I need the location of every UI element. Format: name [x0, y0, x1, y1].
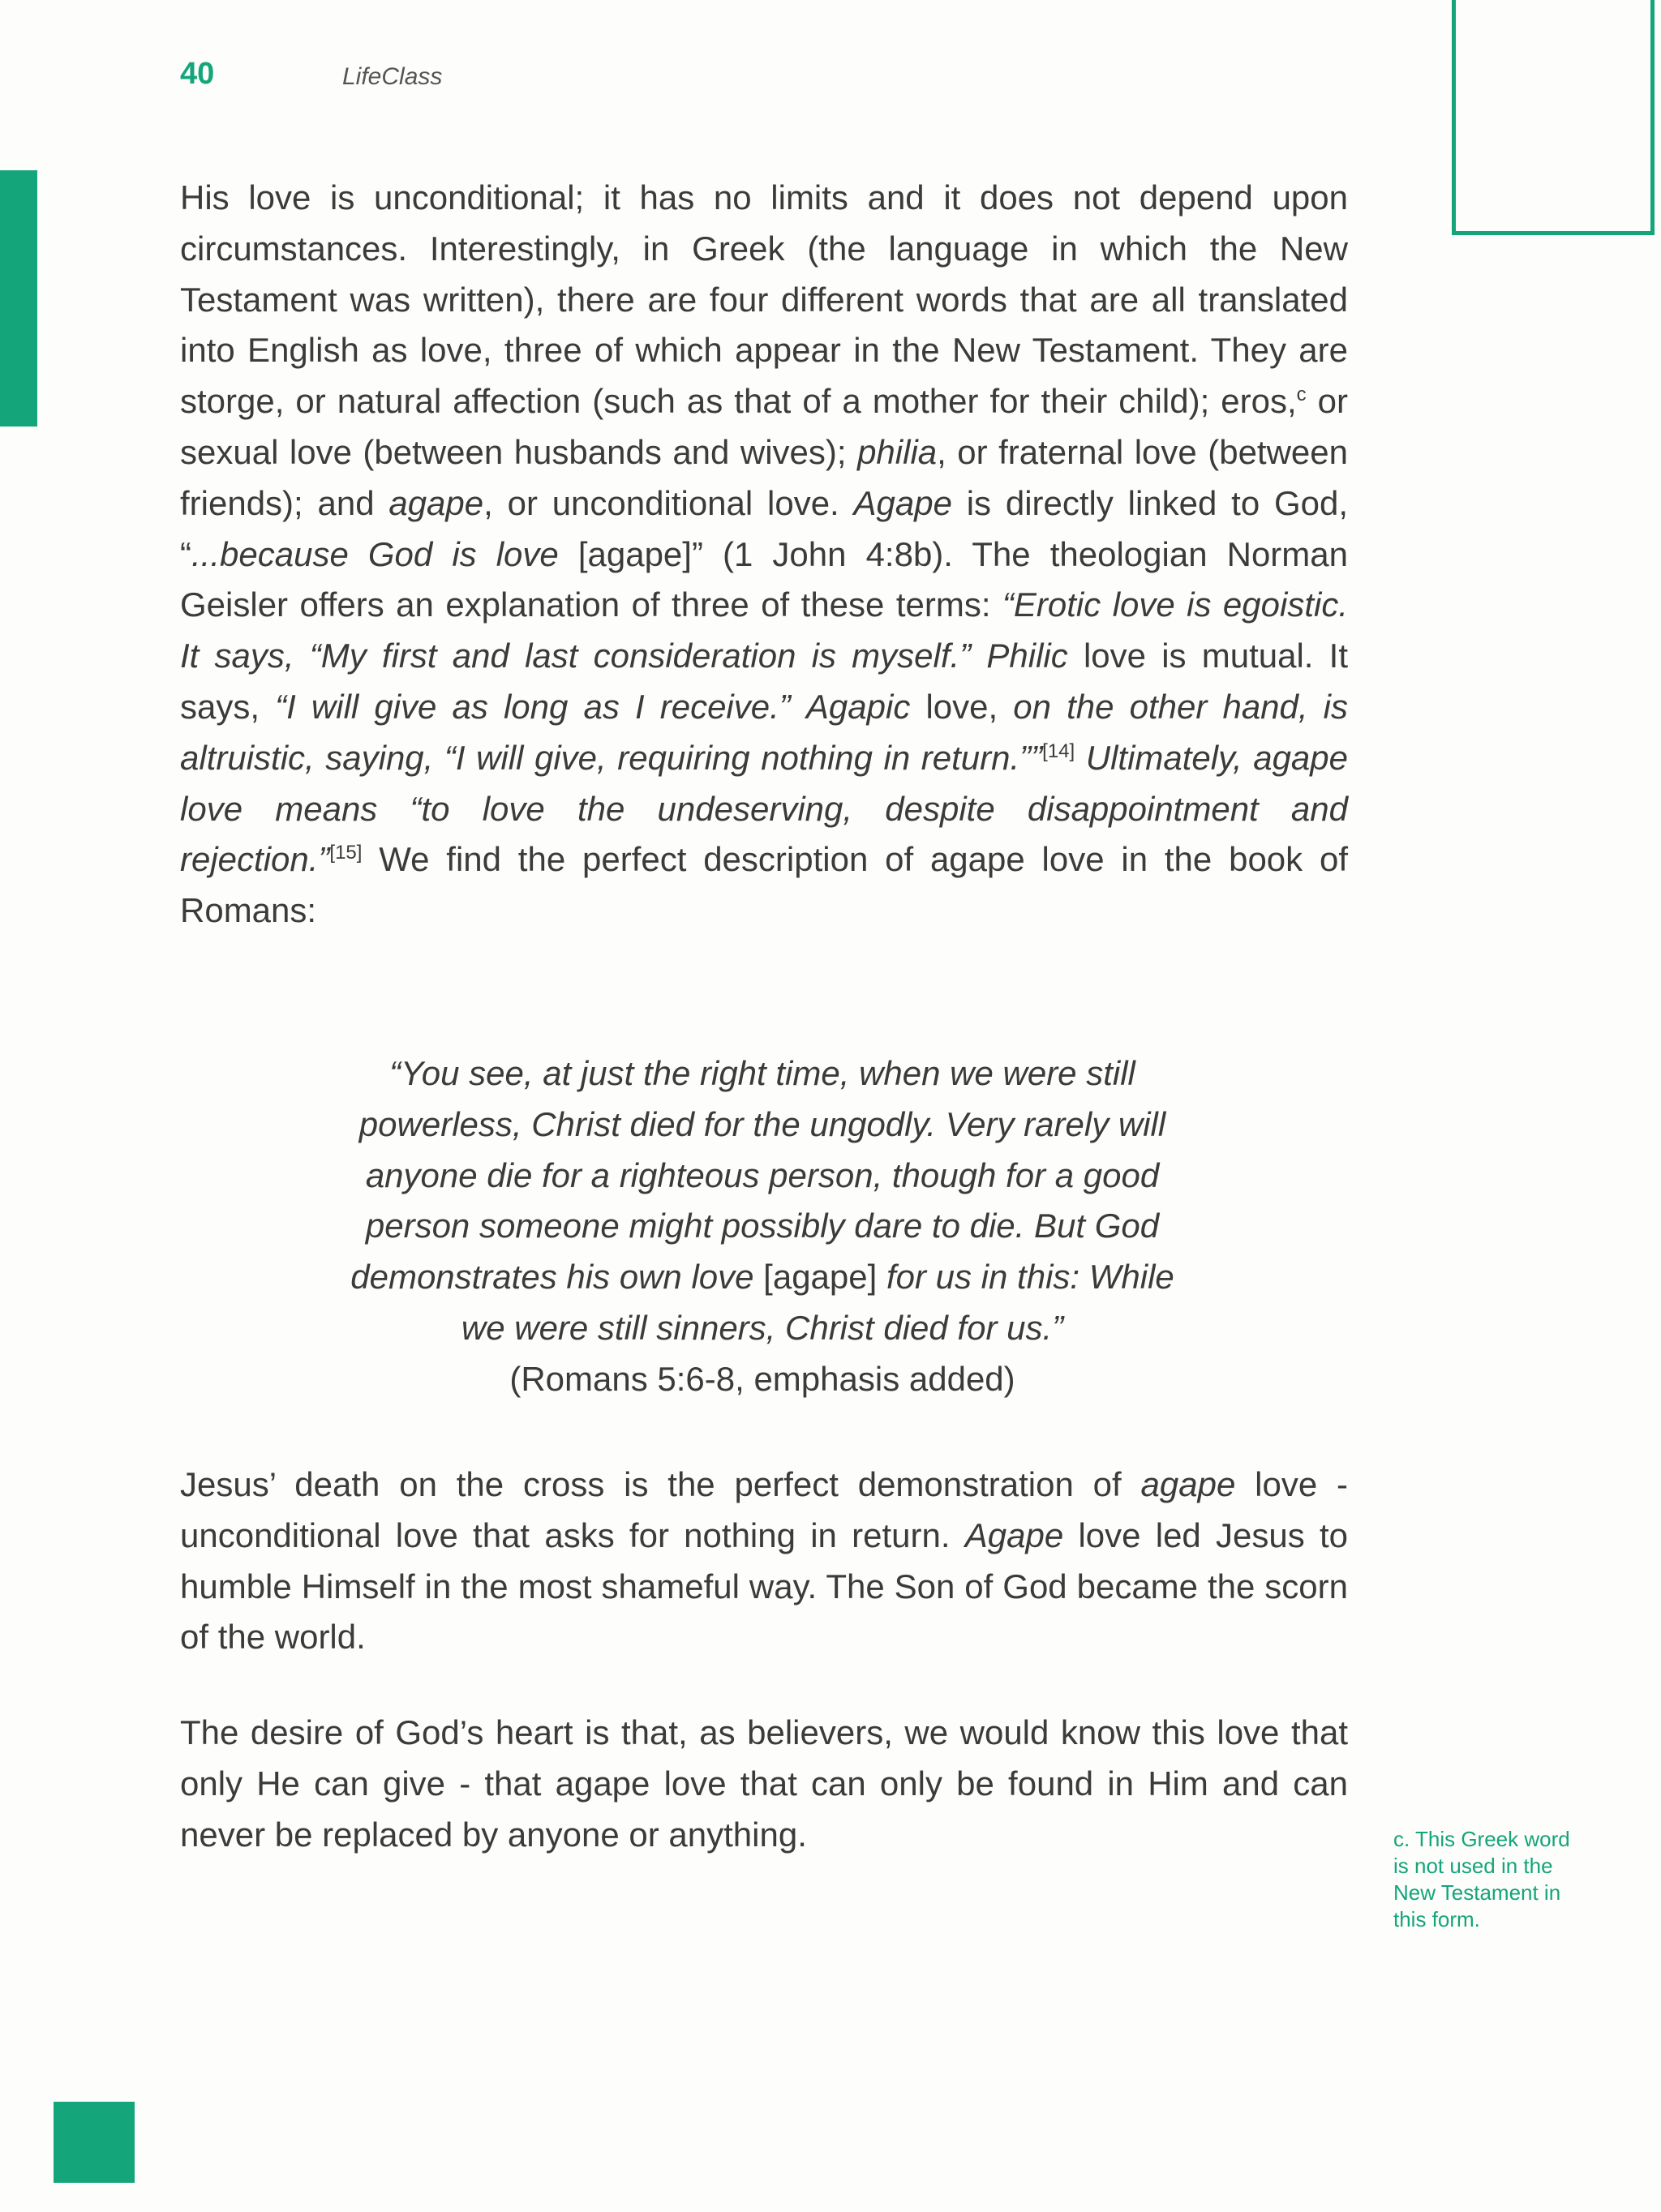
text-run: [agape]” (1 John 4:8b). The theologian Norman Geisler offers an explanation of three of these terms: [180, 534, 1348, 624]
text-run [1075, 739, 1086, 777]
text-run: love, [910, 687, 1014, 726]
reference-marker: [15] [329, 842, 363, 864]
text-run [791, 688, 806, 726]
term-agape: agape [388, 483, 484, 522]
page-number: 40 [180, 57, 215, 91]
text-run: Jesus’ death on the cross is the perfect demonstration of [180, 1465, 1141, 1503]
text-run: love led Jesus to humble Himself in the most shameful way. The Son of God became the scorn of the world. [180, 1515, 1348, 1657]
geisler-quote: “I will give as long as I receive.” [275, 687, 791, 726]
geisler-quote: “Erotic love is egoistic. It says, “My first and last consideration is myself.” [180, 585, 1349, 675]
term-agape: agape [1140, 1465, 1236, 1503]
text-run: His love is unconditional; it has no limits and it does not depend upon circumstances. Interestingly, in Greek (the language in which the New Testament was written), there are four different words that are all translated into English as love, three of which appear in the New Testament. They are storge, or natural affection (such as that of a mother for their child); eros, [180, 178, 1348, 421]
term-agapic: Agapic [805, 687, 911, 726]
paragraph-cross [180, 1460, 1348, 1663]
quote-citation: (Romans 5:6-8, emphasis added) [509, 1359, 1015, 1398]
left-accent-bar [0, 170, 37, 427]
margin-footnote: c. This Greek word is not used in the New Testament in this form. [1393, 1827, 1570, 1931]
quote-line: we were still sinners, Christ died for us.” [461, 1308, 1064, 1347]
text-run: , or unconditional love. [483, 483, 854, 522]
romans-blockquote [260, 1048, 1265, 1405]
quote-line [260, 1252, 1265, 1303]
text-run: love is mutual. It says, [180, 637, 1349, 726]
corner-frame [1452, 0, 1655, 235]
quote-line: powerless, Christ died for the ungodly. Very rarely will [358, 1104, 1166, 1143]
bottom-accent-square [54, 2102, 135, 2183]
term-agape: Agape [853, 483, 952, 522]
quote-run: for us in this: While [886, 1258, 1174, 1297]
term-agape: Agape [964, 1515, 1064, 1554]
footnote-marker: c [1296, 384, 1307, 406]
quote-line: anyone die for a righteous person, though for a good [365, 1155, 1160, 1194]
quote-line: person someone might possibly dare to die. But God [365, 1207, 1160, 1245]
geisler-quote: on the other hand, is altruistic, saying, “I will give, requiring nothing in return.”” [180, 687, 1349, 777]
text-run [971, 637, 986, 675]
quote-line: “You see, at just the right time, when we were still [389, 1054, 1135, 1092]
quote-run: demonstrates his own love [350, 1258, 754, 1297]
running-head: LifeClass [342, 63, 443, 90]
term-philic: Philic [986, 637, 1068, 675]
reference-marker: [14] [1042, 739, 1075, 762]
text-run: We find the perfect description of agape love in the book of Romans: [180, 840, 1348, 930]
quote-run-agape: [agape] [753, 1258, 886, 1297]
paragraph-gods-desire: The desire of God’s heart is that, as believers, we would know this love that only He can give - that agape love that can only be found in Him and can never be replaced by anyone or anything. [180, 1713, 1348, 1854]
text-run: love - unconditional love that asks for nothing in return. [180, 1465, 1348, 1554]
text-run: , or fraternal love (between friends); and [180, 432, 1349, 522]
agape-definition-quote: Ultimately, agape love means “to love the undeserving, despite disappointment and rejection.” [180, 738, 1349, 879]
scripture-quote: ...because God is love [191, 534, 559, 573]
term-philia: philia [857, 432, 938, 471]
text-run: is directly linked to God, “ [180, 483, 1349, 573]
paragraph-agape-intro [180, 173, 1348, 937]
text-run: or sexual love (between husbands and wives); [180, 382, 1348, 471]
